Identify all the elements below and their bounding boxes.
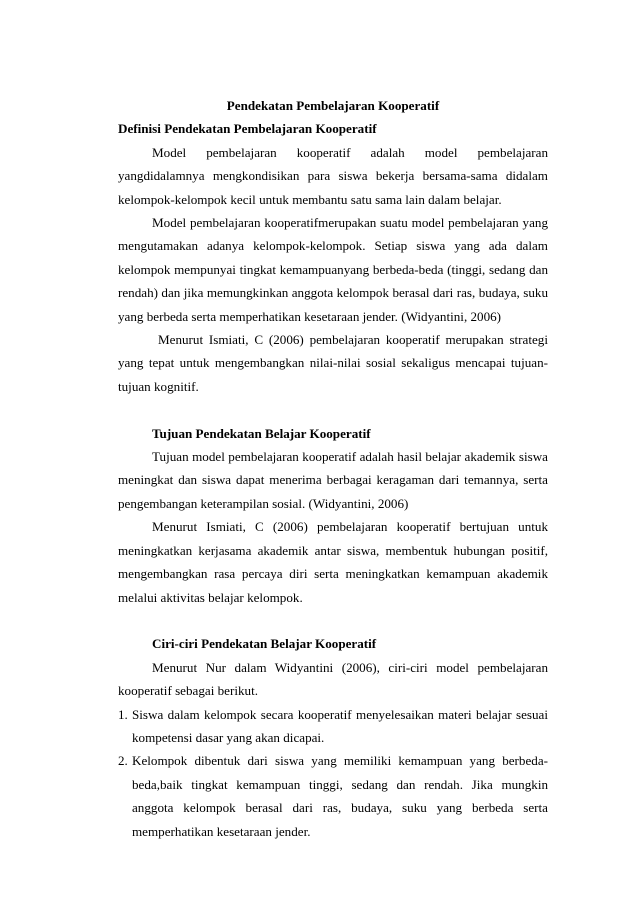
paragraph-definisi-2: Model pembelajaran kooperatifmerupakan suatu model pembelajaran yang mengutamakan adanya kelompok-kelompok. Setiap siswa yang ada dalam kelompok mempunyai tingkat kemampuanyang berbeda-beda (tinggi, sedang dan rendah) dan jika memungkinkan anggota kelompok berasal dari ras, budaya, suku yang berbeda serta memperhatikan kesetaraan jender. (Widyantini, 2006) bbox=[118, 215, 548, 324]
paragraph-definisi-1: Model pembelajaran kooperatif adalah model pembelajaran yangdidalamnya mengkondisikan para siswa bekerja bersama-sama didalam kelompok-kelompok kecil untuk membantu satu sama lain dalam belajar. bbox=[118, 144, 548, 207]
list-item-number: 2. bbox=[118, 753, 128, 769]
section-spacer bbox=[118, 609, 548, 632]
section-heading-ciri: Ciri-ciri Pendekatan Belajar Kooperatif bbox=[152, 636, 377, 652]
paragraph-ciri-intro: Menurut Nur dalam Widyantini (2006), ciri-ciri model pembelajaran kooperatif sebagai berikut. bbox=[118, 659, 548, 699]
paragraph-tujuan-1: Tujuan model pembelajaran kooperatif adalah hasil belajar akademik siswa meningkat dan siswa dapat menerima berbagai keragaman dari temannya, serta pengembangan keterampilan sosial. (Widyantini, 2006) bbox=[118, 449, 548, 511]
document-title: Pendekatan Pembelajaran Kooperatif bbox=[226, 98, 440, 113]
section-spacer bbox=[118, 398, 548, 421]
list-item bbox=[118, 703, 548, 750]
section-heading-definisi: Definisi Pendekatan Pembelajaran Kooperatif bbox=[118, 121, 377, 137]
list-item-text: Kelompok dibentuk dari siswa yang memiliki kemampuan yang berbeda-beda,baik tingkat kemampuan tinggi, sedang dan rendah. Jika mungkin anggota kelompok berasal dari ras, budaya, suku yang berbeda serta memperhatikan kesetaraan jender. bbox=[132, 753, 548, 839]
paragraph-definisi-3: Menurut Ismiati, C (2006) pembelajaran kooperatif merupakan strategi yang tepat untuk mengembangkan nilai-nilai sosial sekaligus mencapai tujuan-tujuan kognitif. bbox=[118, 332, 548, 394]
paragraph-tujuan-2: Menurut Ismiati, C (2006) pembelajaran kooperatif bertujuan untuk meningkatkan kerjasama akademik antar siswa, membentuk hubungan positif, mengembangkan rasa percaya diri serta meningkatkan kemampuan akademik melalui aktivitas belajar kelompok. bbox=[118, 519, 548, 605]
list-item bbox=[118, 749, 548, 843]
document-body bbox=[118, 94, 548, 843]
ciri-list bbox=[118, 703, 548, 843]
list-item-text: Siswa dalam kelompok secara kooperatif menyelesaikan materi belajar sesuai kompetensi dasar yang akan dicapai. bbox=[132, 706, 548, 745]
section-heading-tujuan: Tujuan Pendekatan Belajar Kooperatif bbox=[152, 425, 371, 441]
list-item-number: 1. bbox=[118, 706, 128, 722]
